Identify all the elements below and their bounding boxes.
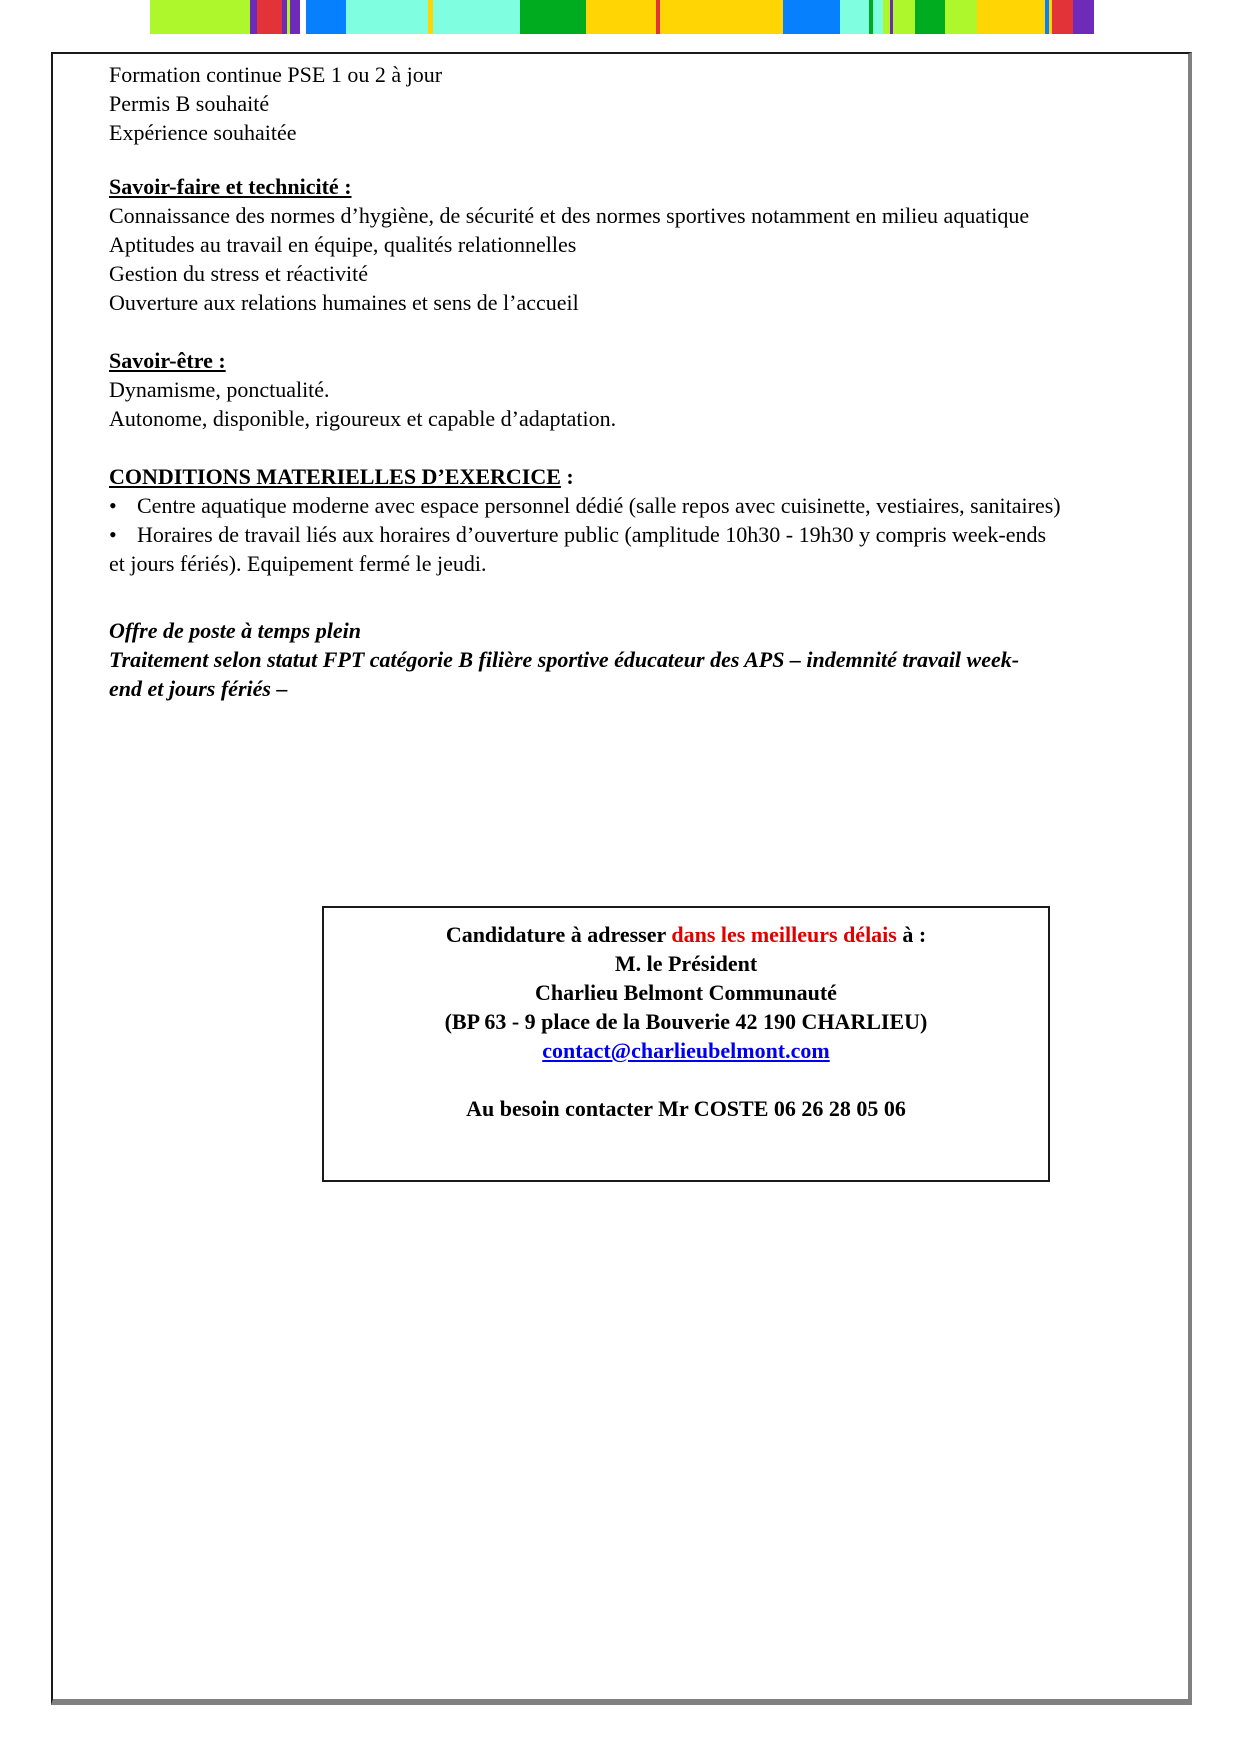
stripe-segment	[893, 0, 915, 34]
stripe-segment	[1073, 0, 1094, 34]
stripe-segment	[250, 0, 257, 34]
spacer	[324, 1065, 1048, 1094]
section-heading-savoir-etre-text: Savoir-être :	[109, 348, 226, 373]
stripe-segment	[977, 0, 1045, 34]
offer-line-2-continuation: end et jours fériés –	[109, 676, 288, 701]
stripe-segment	[346, 0, 428, 34]
contact-organization: Charlieu Belmont Communauté	[535, 980, 837, 1005]
stripe-segment	[945, 0, 977, 34]
stripe-segment	[306, 0, 346, 34]
decorative-color-stripe	[150, 0, 1094, 34]
bullet-icon: •	[109, 493, 117, 518]
stripe-segment	[1052, 0, 1073, 34]
conditions-bullet-2-text-line1: Horaires de travail liés aux horaires d’ouverture public (amplitude 10h30 - 19h30 y compris week-ends	[137, 522, 1047, 547]
stripe-segment	[586, 0, 656, 34]
contact-recipient: M. le Président	[614, 951, 758, 976]
section-heading-conditions-text: CONDITIONS MATERIELLES D’EXERCICE	[109, 464, 561, 489]
contact-address-line	[324, 920, 1048, 949]
contact-address-part1: Candidature à adresser	[445, 922, 672, 947]
section-heading-conditions	[109, 462, 1144, 491]
stripe-segment	[150, 0, 250, 34]
spacer	[109, 703, 1144, 906]
savoir-etre-line-1: Dynamisme, ponctualité.	[109, 377, 330, 402]
conditions-bullet-2-continuation: et jours fériés). Equipement fermé le jeudi.	[109, 551, 487, 576]
spacer	[109, 317, 1144, 346]
qualification-line-2: Permis B souhaité	[109, 91, 270, 116]
stripe-segment	[257, 0, 282, 34]
contact-address-highlight: dans les meilleurs délais	[671, 922, 897, 947]
stripe-segment	[783, 0, 840, 34]
stripe-segment	[883, 0, 890, 34]
offer-line-1: Offre de poste à temps plein	[109, 618, 361, 643]
stripe-segment	[915, 0, 945, 34]
stripe-segment	[660, 0, 783, 34]
conditions-bullet-1-text: Centre aquatique moderne avec espace personnel dédié (salle repos avec cuisinette, vestiaires, sanitaires)	[137, 493, 1061, 518]
contact-email-line	[324, 1036, 1048, 1065]
conditions-bullet-1	[109, 491, 1144, 520]
offer-line-2: Traitement selon statut FPT catégorie B filière sportive éducateur des APS – indemnité travail week-	[109, 647, 1020, 672]
qualification-line-1: Formation continue PSE 1 ou 2 à jour	[109, 62, 443, 87]
section-heading-conditions-colon: :	[560, 464, 574, 489]
qualification-line-3: Expérience souhaitée	[109, 120, 297, 145]
savoir-faire-line-1: Connaissance des normes d’hygiène, de sécurité et des normes sportives notamment en milieu aquatique	[109, 203, 1030, 228]
stripe-segment	[433, 0, 520, 34]
savoir-faire-line-3: Gestion du stress et réactivité	[109, 261, 369, 286]
spacer	[109, 433, 1144, 462]
contact-address-part2: à :	[896, 922, 927, 947]
stripe-segment	[520, 0, 586, 34]
bullet-icon: •	[109, 522, 117, 547]
stripe-segment	[290, 0, 300, 34]
stripe-segment	[873, 0, 883, 34]
savoir-faire-line-4: Ouverture aux relations humaines et sens de l’accueil	[109, 290, 579, 315]
contact-postal-address: (BP 63 - 9 place de la Bouverie 42 190 CHARLIEU)	[444, 1009, 928, 1034]
savoir-faire-line-2: Aptitudes au travail en équipe, qualités relationnelles	[109, 232, 577, 257]
contact-phone-line: Au besoin contacter Mr COSTE 06 26 28 05 06	[466, 1096, 906, 1121]
section-heading-savoir-faire	[109, 172, 1144, 201]
savoir-etre-line-2: Autonome, disponible, rigoureux et capable d’adaptation.	[109, 406, 617, 431]
contact-box	[322, 906, 1050, 1182]
stripe-segment	[840, 0, 869, 34]
page-border-frame	[51, 52, 1192, 1705]
email-link[interactable]: contact@charlieubelmont.com	[542, 1038, 830, 1063]
conditions-bullet-2	[109, 520, 1144, 549]
spacer	[109, 147, 1144, 172]
section-heading-savoir-faire-text: Savoir-faire et technicité :	[109, 174, 352, 199]
section-heading-savoir-etre	[109, 346, 1144, 375]
spacer	[109, 578, 1144, 616]
